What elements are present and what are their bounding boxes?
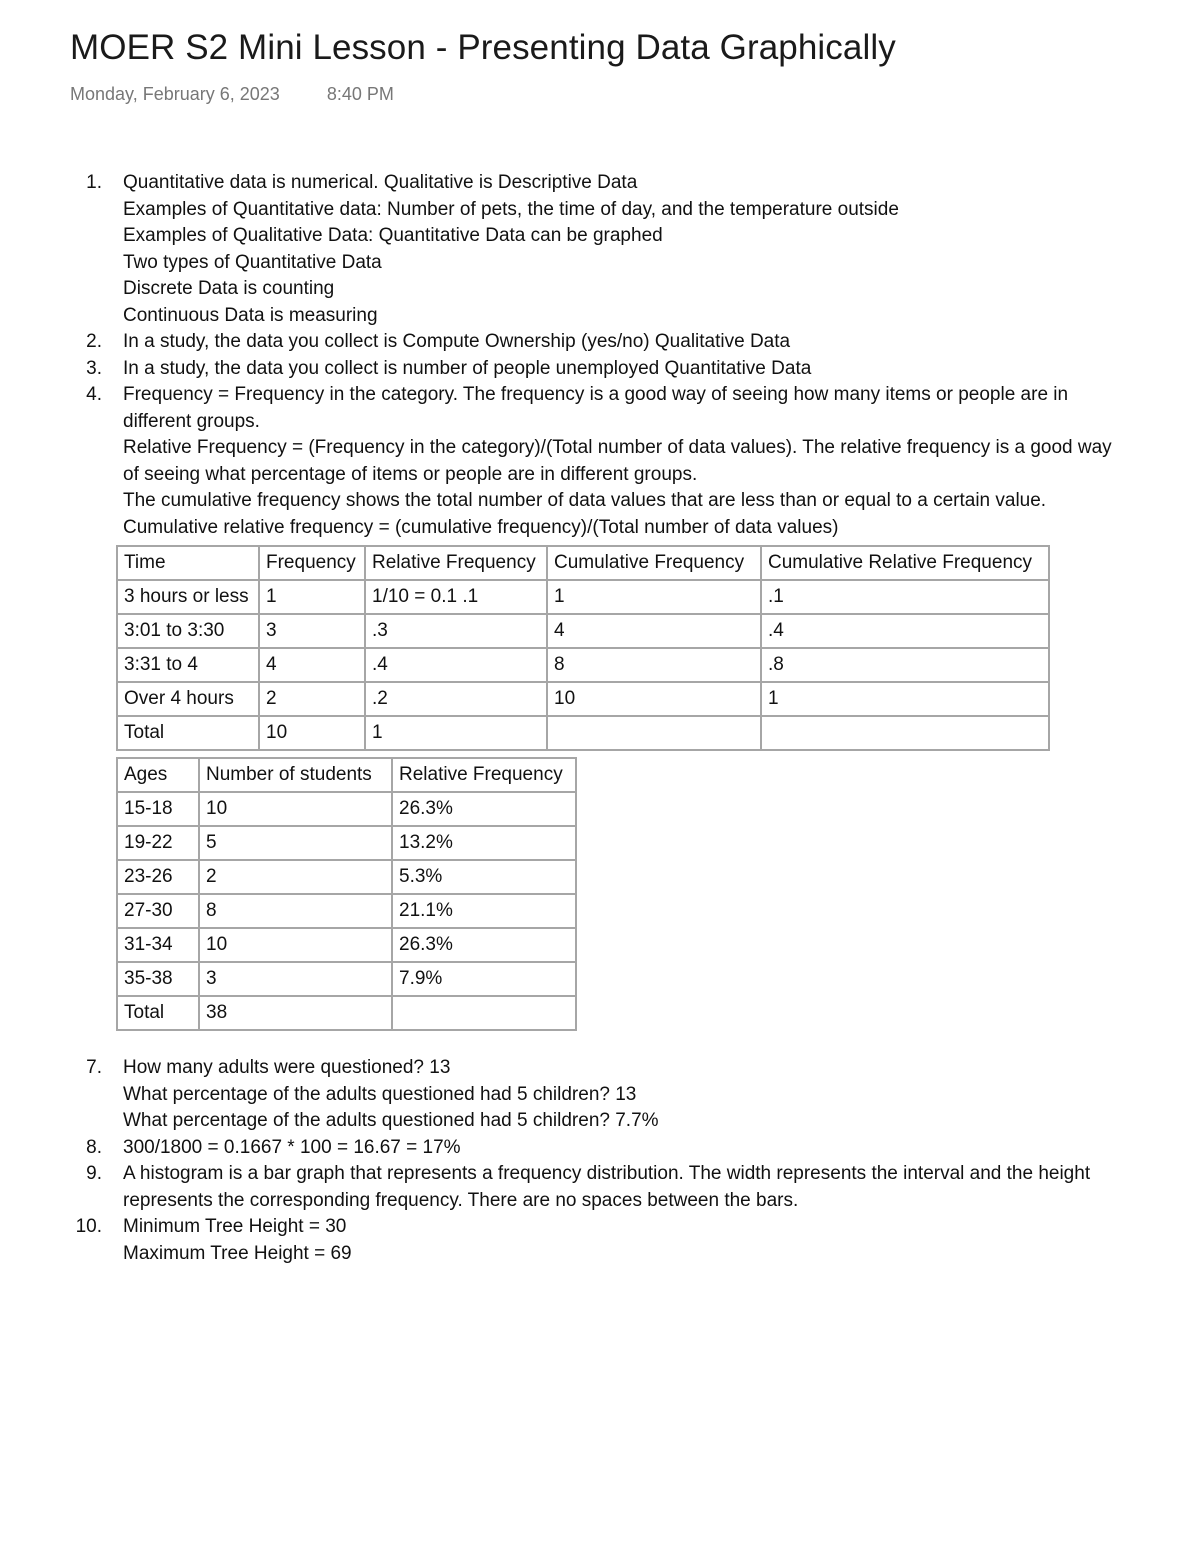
table-cell: 19-22 (117, 826, 199, 860)
page-date: Monday, February 6, 2023 (70, 84, 280, 104)
table-header-cell: Relative Frequency (365, 546, 547, 580)
table-cell: 3:31 to 4 (117, 648, 259, 682)
page-time: 8:40 PM (326, 84, 394, 104)
list-item-8 (0, 1135, 1200, 1162)
table-cell: 21.1% (392, 894, 576, 928)
list-number: 1. (86, 172, 102, 193)
list-number: 7. (86, 1057, 102, 1078)
table-cell: 3:01 to 3:30 (117, 614, 259, 648)
table-cell: 35-38 (117, 962, 199, 996)
table-cell: 8 (547, 648, 761, 682)
list-item-9 (0, 1161, 1200, 1214)
table-row (117, 962, 576, 996)
table-row (117, 894, 576, 928)
table-cell: 1 (547, 580, 761, 614)
text-line: 300/1800 = 0.1667 * 100 = 16.67 = 17% (123, 1136, 461, 1158)
table-header-cell: Frequency (259, 546, 365, 580)
list-item-1 (0, 170, 1200, 329)
table-cell: Total (117, 716, 259, 750)
table-header-cell: Ages (117, 758, 199, 792)
text-line: Two types of Quantitative Data (123, 251, 382, 273)
table-row (117, 580, 1049, 614)
text-line: Frequency = Frequency in the category. The frequency is a good way of seeing how many items or people are in different groups. (123, 384, 1069, 432)
table-cell: 13.2% (392, 826, 576, 860)
table-cell: .3 (365, 614, 547, 648)
text-line: Discrete Data is counting (123, 278, 335, 299)
list-number: 10. (75, 1216, 102, 1237)
table-cell (392, 996, 576, 1030)
table-cell: 27-30 (117, 894, 199, 928)
table-row (117, 826, 576, 860)
table-cell: 2 (259, 682, 365, 716)
frequency-table (116, 545, 1050, 751)
text-line: Minimum Tree Height = 30 (123, 1216, 347, 1237)
table-header-cell: Cumulative Frequency (547, 546, 761, 580)
text-line: In a study, the data you collect is number of people unemployed Quantitative Data (123, 357, 812, 379)
table-cell: 26.3% (392, 792, 576, 826)
table-cell (761, 716, 1049, 750)
text-line: The cumulative frequency shows the total number of data values that are less than or equal to a certain value. (123, 490, 1047, 511)
table-cell: 8 (199, 894, 392, 928)
page-title: MOER S2 Mini Lesson - Presenting Data Graphically (70, 28, 896, 67)
table-cell: 4 (259, 648, 365, 682)
table-row (117, 614, 1049, 648)
table-header-cell: Relative Frequency (392, 758, 576, 792)
list-number: 4. (86, 384, 102, 405)
table-cell: 5.3% (392, 860, 576, 894)
text-line: Examples of Qualitative Data: Quantitative Data can be graphed (123, 225, 663, 246)
list-item-10 (0, 1214, 1200, 1267)
table-cell: 10 (547, 682, 761, 716)
table-cell: 15-18 (117, 792, 199, 826)
table-cell: 10 (199, 928, 392, 962)
list-item-2 (0, 329, 1200, 356)
ages-table (116, 757, 577, 1031)
list-number: 3. (86, 357, 102, 379)
table-cell: .4 (761, 614, 1049, 648)
table-cell: .4 (365, 648, 547, 682)
list-number: 8. (86, 1136, 102, 1158)
table-cell: 38 (199, 996, 392, 1030)
table-row (117, 792, 576, 826)
table-row (117, 928, 576, 962)
table-cell: 4 (547, 614, 761, 648)
table-cell: 2 (199, 860, 392, 894)
text-line: How many adults were questioned? 13 (123, 1057, 451, 1078)
table-cell: .8 (761, 648, 1049, 682)
table-cell: 1 (259, 580, 365, 614)
table-header-cell: Cumulative Relative Frequency (761, 546, 1049, 580)
text-line: Relative Frequency = (Frequency in the category)/(Total number of data values). The relative frequency is a good way of seeing what percentage of items or people are in different groups. (123, 437, 1112, 485)
list-number: 9. (86, 1163, 102, 1184)
table-header-cell: Number of students (199, 758, 392, 792)
table-cell: 31-34 (117, 928, 199, 962)
table-header-row (117, 758, 576, 792)
table-cell: .2 (365, 682, 547, 716)
table-cell: Over 4 hours (117, 682, 259, 716)
text-line: A histogram is a bar graph that represents a frequency distribution. The width represents the interval and the height represents the corresponding frequency. There are no spaces between the bars. (123, 1163, 1091, 1211)
table-cell: 23-26 (117, 860, 199, 894)
text-line: What percentage of the adults questioned had 5 children? 13 (123, 1083, 637, 1105)
text-line: Examples of Quantitative data: Number of pets, the time of day, and the temperature outside (123, 198, 899, 220)
list-item-7 (0, 1055, 1200, 1135)
table-cell (547, 716, 761, 750)
table-cell: 1/10 = 0.1 .1 (365, 580, 547, 614)
note-content (0, 170, 1200, 1267)
table-cell: 3 hours or less (117, 580, 259, 614)
page-meta (70, 84, 394, 105)
list-number: 2. (86, 331, 102, 352)
table-row (117, 648, 1049, 682)
text-line: Cumulative relative frequency = (cumulative frequency)/(Total number of data values) (123, 516, 839, 538)
table-cell: 1 (761, 682, 1049, 716)
table-header-row (117, 546, 1049, 580)
table-row (117, 716, 1049, 750)
table-cell: 7.9% (392, 962, 576, 996)
table-header-cell: Time (117, 546, 259, 580)
table-cell: .1 (761, 580, 1049, 614)
table-cell: 3 (259, 614, 365, 648)
table-cell: 10 (199, 792, 392, 826)
table-row (117, 682, 1049, 716)
table-cell: 3 (199, 962, 392, 996)
text-line: Quantitative data is numerical. Qualitative is Descriptive Data (123, 172, 638, 193)
list-item-4 (0, 382, 1200, 541)
table-cell: 10 (259, 716, 365, 750)
text-line: In a study, the data you collect is Compute Ownership (yes/no) Qualitative Data (123, 331, 791, 352)
text-line: Continuous Data is measuring (123, 304, 378, 326)
table-row (117, 860, 576, 894)
text-line: Maximum Tree Height = 69 (123, 1242, 352, 1264)
table-cell: 26.3% (392, 928, 576, 962)
table-cell: Total (117, 996, 199, 1030)
table-cell: 1 (365, 716, 547, 750)
text-line: What percentage of the adults questioned had 5 children? 7.7% (123, 1110, 659, 1131)
table-cell: 5 (199, 826, 392, 860)
list-item-3 (0, 356, 1200, 383)
table-row (117, 996, 576, 1030)
